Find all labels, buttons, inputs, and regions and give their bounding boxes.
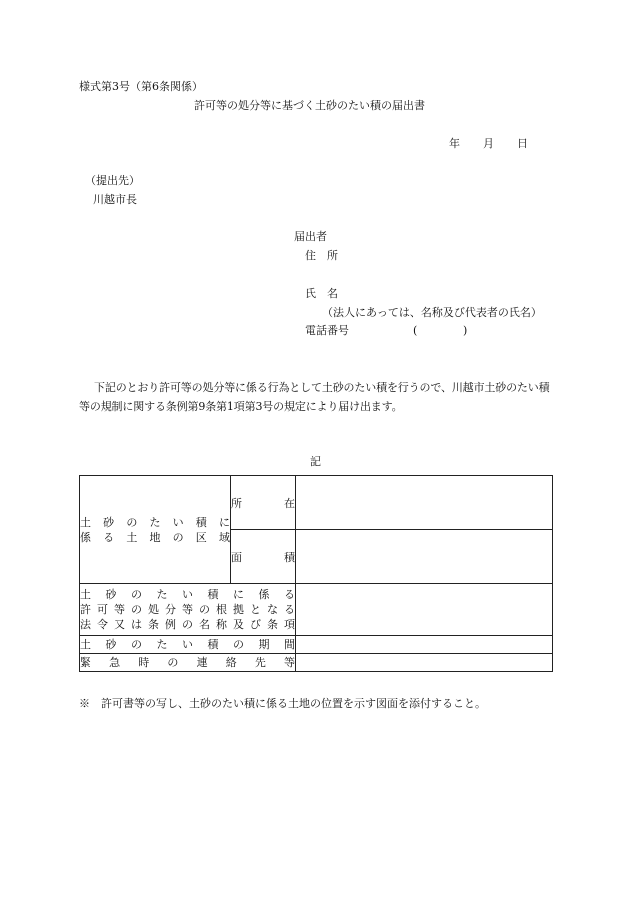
label-char: 期 bbox=[258, 638, 270, 651]
notification-table bbox=[79, 475, 553, 672]
ki-heading: 記 bbox=[310, 455, 321, 468]
label-char: の bbox=[131, 603, 142, 616]
label-char: び bbox=[250, 618, 261, 631]
label-char: 砂 bbox=[103, 515, 115, 529]
label-char: 間 bbox=[284, 638, 295, 651]
label-char: の bbox=[172, 530, 184, 544]
label-char: 在 bbox=[284, 496, 295, 510]
table-row bbox=[80, 636, 553, 654]
date-month: 月 bbox=[483, 137, 494, 150]
period-label-line-1 bbox=[80, 637, 295, 652]
label-char: に bbox=[233, 588, 244, 601]
label-char: と bbox=[250, 603, 261, 616]
label-char: 根 bbox=[216, 603, 227, 616]
label-char: 絡 bbox=[225, 656, 237, 669]
label-char: 条 bbox=[148, 618, 159, 631]
label-char: の bbox=[233, 638, 244, 651]
permit-label-line-1 bbox=[80, 587, 295, 602]
recipient-name: 川越市長 bbox=[93, 193, 137, 206]
contact-value-cell[interactable] bbox=[296, 654, 553, 672]
location-label bbox=[231, 495, 295, 511]
phone-label: 電話番号 bbox=[305, 324, 349, 337]
label-char: い bbox=[182, 638, 193, 651]
label-char: 等 bbox=[114, 603, 125, 616]
label-char: 条 bbox=[267, 618, 278, 631]
label-char: 積 bbox=[284, 550, 295, 564]
label-char: の bbox=[131, 638, 142, 651]
area-label-line-2 bbox=[80, 530, 230, 545]
label-char: 砂 bbox=[105, 638, 117, 651]
notifier-heading: 届出者 bbox=[294, 230, 327, 243]
size-value-cell[interactable] bbox=[296, 530, 553, 584]
period-value-cell[interactable] bbox=[296, 636, 553, 654]
label-char: 砂 bbox=[105, 588, 117, 601]
label-char: る bbox=[103, 530, 115, 544]
label-char: の bbox=[131, 588, 142, 601]
permit-label-line-2 bbox=[80, 602, 295, 617]
area-label-cell bbox=[80, 476, 231, 584]
label-char: な bbox=[267, 603, 278, 616]
area-label-line-1 bbox=[80, 515, 230, 530]
label-char: 土 bbox=[80, 588, 91, 601]
label-char: 域 bbox=[218, 530, 230, 544]
location-label-cell bbox=[231, 476, 296, 530]
size-label bbox=[231, 549, 295, 565]
footnote: ※ 許可書等の写し、土砂のたい積に係る土地の位置を示す図面を添付すること。 bbox=[79, 697, 486, 710]
corporate-note: （法人にあっては、名称及び代表者の氏名） bbox=[322, 306, 542, 319]
label-char: 項 bbox=[284, 618, 295, 631]
label-char: は bbox=[131, 618, 142, 631]
label-char: 及 bbox=[233, 618, 244, 631]
label-char: 係 bbox=[258, 588, 270, 601]
label-char: の bbox=[182, 618, 193, 631]
label-char: 土 bbox=[126, 530, 138, 544]
permit-label-cell bbox=[80, 584, 296, 636]
date-day: 日 bbox=[517, 137, 528, 150]
label-char: 区 bbox=[195, 530, 207, 544]
address-label: 住 所 bbox=[305, 249, 338, 262]
label-char: る bbox=[284, 588, 295, 601]
label-char: 処 bbox=[148, 603, 159, 616]
label-char: た bbox=[149, 515, 161, 529]
label-char: 所 bbox=[231, 496, 242, 510]
phone-close-paren: ) bbox=[463, 324, 468, 337]
label-char: た bbox=[156, 588, 168, 601]
form-number: 様式第3号（第6条関係） bbox=[79, 80, 203, 93]
label-char: た bbox=[156, 638, 168, 651]
label-char: 時 bbox=[138, 656, 150, 669]
label-char: 許 bbox=[80, 603, 91, 616]
date-year: 年 bbox=[449, 137, 460, 150]
table-row bbox=[80, 654, 553, 672]
label-char: 法 bbox=[80, 618, 91, 631]
label-char: 分 bbox=[165, 603, 176, 616]
label-char: 急 bbox=[109, 656, 121, 669]
label-char: 積 bbox=[195, 515, 207, 529]
label-char: 連 bbox=[196, 656, 208, 669]
size-label-cell bbox=[231, 530, 296, 584]
table-row bbox=[80, 476, 553, 530]
label-char: い bbox=[182, 588, 193, 601]
permit-label-line-3 bbox=[80, 617, 295, 632]
table-row bbox=[80, 584, 553, 636]
phone-open-paren: ( bbox=[413, 324, 418, 337]
label-char: 先 bbox=[254, 656, 266, 669]
label-char: 拠 bbox=[233, 603, 244, 616]
label-char: る bbox=[284, 603, 295, 616]
period-label-cell bbox=[80, 636, 296, 654]
label-char: 又 bbox=[114, 618, 125, 631]
location-value-cell[interactable] bbox=[296, 476, 553, 530]
label-char: 等 bbox=[182, 603, 193, 616]
permit-value-cell[interactable] bbox=[296, 584, 553, 636]
name-label: 氏 名 bbox=[305, 287, 338, 300]
label-char: 令 bbox=[97, 618, 108, 631]
document-title: 許可等の処分等に基づく土砂のたい積の届出書 bbox=[194, 99, 425, 112]
label-char: 等 bbox=[283, 656, 295, 669]
label-char: 可 bbox=[97, 603, 108, 616]
label-char: 土 bbox=[80, 515, 91, 529]
label-char: い bbox=[172, 515, 184, 529]
label-char: 係 bbox=[80, 530, 91, 544]
contact-label-cell bbox=[80, 654, 296, 672]
body-paragraph: 下記のとおり許可等の処分等に係る行為として土砂のたい積を行うので、川越市土砂のたい積等の規制に関する条例第9条第1項第3号の規定により届け出ます。 bbox=[79, 381, 550, 413]
label-char: の bbox=[126, 515, 138, 529]
label-char: に bbox=[218, 515, 230, 529]
label-char: 緊 bbox=[80, 656, 91, 669]
recipient-label: （提出先） bbox=[85, 174, 140, 187]
label-char: 積 bbox=[207, 588, 219, 601]
label-char: 称 bbox=[216, 618, 227, 631]
label-char: の bbox=[199, 603, 210, 616]
label-char: 地 bbox=[149, 530, 161, 544]
label-char: 面 bbox=[231, 550, 242, 564]
contact-label-line-1 bbox=[80, 655, 295, 670]
label-char: 積 bbox=[207, 638, 219, 651]
label-char: 名 bbox=[199, 618, 210, 631]
label-char: の bbox=[167, 656, 179, 669]
label-char: 土 bbox=[80, 638, 91, 651]
label-char: 例 bbox=[165, 618, 176, 631]
